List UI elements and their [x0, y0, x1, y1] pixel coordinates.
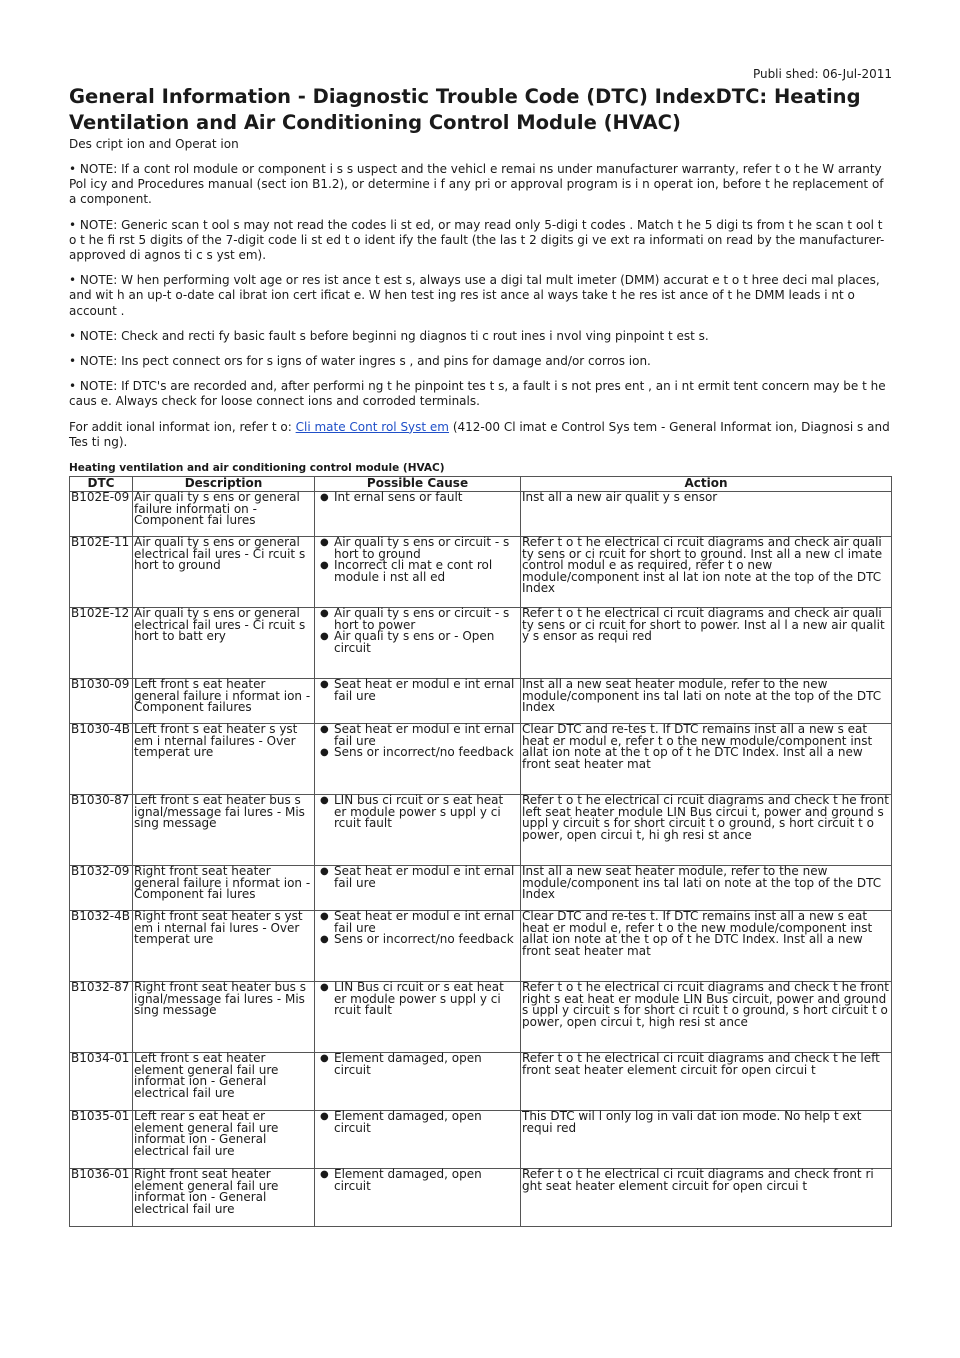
reference-paragraph — [69, 420, 892, 450]
possible-cause-cell — [315, 795, 521, 866]
table-row — [70, 1169, 892, 1227]
table-row — [70, 724, 892, 795]
possible-cause-item: ● Air quali ty s ens or - Open circuit — [334, 631, 519, 654]
possible-cause-item: ● Air quali ty s ens or circuit - s hort to power — [334, 608, 519, 631]
description-cell: Left front s eat heater general failure i nformat ion - Component failures — [133, 679, 315, 724]
action-cell: Refer t o t he electrical ci rcuit diagrams and check air quali ty sens or ci rcuit for short to power. Inst al l a new air qualit y s ensor as requi red — [521, 608, 892, 679]
possible-cause-list — [316, 1169, 519, 1192]
possible-cause-list — [316, 537, 519, 583]
dtc-table — [69, 476, 892, 1227]
note-basic-faults: • NOTE: Check and recti fy basic fault s before beginni ng diagnos ti c rout ines i nvol ving pinpoint t est s. — [69, 328, 709, 343]
description-cell: Right front seat heater general failure i nformat ion - Component fai lures — [133, 866, 315, 911]
action-cell: Refer t o t he electrical ci rcuit diagrams and check air quali ty sens or ci rcuit for short to ground. Inst all a new cl imate control modul e as required, refer t o new module/component inst al lat ion note at the top of the DTC Index — [521, 537, 892, 608]
dtc-code-cell: B1036-01 — [70, 1169, 133, 1227]
possible-cause-item: ● Seat heat er modul e int ernal fail ure — [334, 724, 519, 747]
note-intermittent: • NOTE: If DTC's are recorded and, after performi ng t he pinpoint tes t s, a fault i s not pres ent , an i nt ermit tent concern may be t he caus e. Always check for loose connect ions and corroded terminals. — [69, 379, 886, 409]
document-page — [69, 66, 892, 1227]
note-warranty: • NOTE: If a cont rol module or component i s s uspect and the vehicl e remai ns under manufacturer warranty, refer t o t he W arranty Pol icy and Procedures manual (sect ion B1.2), or determine i f any pri or approval program is i n operat ion, before t he replacement of a component. — [69, 162, 884, 207]
possible-cause-list — [316, 982, 519, 1017]
possible-cause-list — [316, 1111, 519, 1134]
possible-cause-item: ● Int ernal sens or fault — [334, 492, 519, 504]
possible-cause-cell — [315, 911, 521, 982]
table-body — [70, 492, 892, 1227]
dtc-code-cell: B1034-01 — [70, 1053, 133, 1111]
description-cell: Air quali ty s ens or general electrical fail ures - Ci rcuit s hort to ground — [133, 537, 315, 608]
possible-cause-cell — [315, 724, 521, 795]
description-cell: Left front s eat heater element general fail ure informat ion - General electrical fail ure — [133, 1053, 315, 1111]
description-cell: Air quali ty s ens or general failure informati on - Component fai lures — [133, 492, 315, 537]
published-date: Publi shed: 06-Jul-2011 — [752, 67, 892, 81]
possible-cause-item: ● Seat heat er modul e int ernal fail ure — [334, 866, 519, 889]
possible-cause-item: ● Seat heat er modul e int ernal fail ure — [334, 911, 519, 934]
possible-cause-list — [316, 795, 519, 830]
possible-cause-item: ● LIN Bus ci rcuit or s eat heat er module power s uppl y ci rcuit fault — [334, 982, 519, 1017]
note-scan-tools: • NOTE: Generic scan t ool s may not read the codes li st ed, or may read only 5-digi t codes . Match t he 5 digi ts from t he scan t ool t o t he fi rst 5 digits of the 7-digit code li st ed t o ident ify the fault (the las t 2 digits gi ve ext ra informati on read by the manufacturer-approved di agnos ti c s yst em). — [69, 217, 885, 263]
dtc-code-cell: B1030-09 — [70, 679, 133, 724]
dtc-code-cell: B1032-87 — [70, 982, 133, 1053]
action-cell: Inst all a new seat heater module, refer to the new module/component ins tal lati on note at the top of the DTC Index — [521, 679, 892, 724]
note-dmm: • NOTE: W hen performing volt age or res ist ance t est s, always use a digi tal mult imeter (DMM) accurat e t o t hree deci mal places, and wit h an up-t o-date cal ibrat ion cert ificat e. W hen test ing res ist ance al ways take t he res ist ance of t he DMM leads i nt o account . — [69, 273, 880, 318]
column-header-action: Action — [521, 477, 892, 492]
table-row — [70, 537, 892, 608]
possible-cause-cell — [315, 679, 521, 724]
possible-cause-item: ● Seat heat er modul e int ernal fail ure — [334, 679, 519, 702]
action-cell: Refer t o t he electrical ci rcuit diagrams and check t he left front seat heater element circuit for open circui t — [521, 1053, 892, 1111]
possible-cause-cell — [315, 1169, 521, 1227]
dtc-code-cell: B1032-4B — [70, 911, 133, 982]
possible-cause-cell — [315, 608, 521, 679]
dtc-code-cell: B1030-87 — [70, 795, 133, 866]
column-header-dtc: DTC — [70, 477, 133, 492]
dtc-code-cell: B1030-4B — [70, 724, 133, 795]
column-header-description: Description — [133, 477, 315, 492]
description-cell: Left rear s eat heat er element general fail ure informat ion - General electrical fail ure — [133, 1111, 315, 1169]
description-cell: Right front seat heater s yst em i nternal fai lures - Over temperat ure — [133, 911, 315, 982]
action-cell: Clear DTC and re-tes t. If DTC remains inst all a new s eat heat er modul e, refer t o the new module/component inst allat ion note at the t op of t he DTC Index. Inst all a new front seat heater mat — [521, 911, 892, 982]
description-cell: Air quali ty s ens or general electrical fail ures - Ci rcuit s hort to batt ery — [133, 608, 315, 679]
possible-cause-item: ● Sens or incorrect/no feedback — [334, 934, 519, 946]
possible-cause-cell — [315, 866, 521, 911]
table-title: Heating ventilation and air conditioning control module (HVAC) — [69, 462, 445, 475]
table-row — [70, 679, 892, 724]
reference-suffix: (412-00 Cl imat e Control Sys tem - General Informat ion, Diagnosi s and Tes ti ng). — [69, 419, 890, 449]
possible-cause-item: ● Element damaged, open circuit — [334, 1169, 519, 1192]
table-row — [70, 911, 892, 982]
table-row — [70, 1053, 892, 1111]
dtc-code-cell: B102E-12 — [70, 608, 133, 679]
climate-control-system-link[interactable]: Cli mate Cont rol Syst em — [295, 419, 449, 434]
description-cell: Left front s eat heater s yst em i nternal failures - Over temperat ure — [133, 724, 315, 795]
notes-section — [69, 162, 892, 410]
possible-cause-item: ● LIN bus ci rcuit or s eat heat er module power s uppl y ci rcuit fault — [334, 795, 519, 830]
action-cell: Refer t o t he electrical ci rcuit diagrams and check t he front right s eat heat er module LIN Bus circuit, power and ground s uppl y circuit s for short ci rcuit t o ground, s hort circuit t o power, open circui t, high resi st ance — [521, 982, 892, 1053]
action-cell: Clear DTC and re-tes t. If DTC remains inst all a new s eat heat er modul e, refer t o the new module/component inst allat ion note at the t op of t he DTC Index. Inst all a new front seat heater mat — [521, 724, 892, 795]
table-row — [70, 608, 892, 679]
dtc-code-cell: B102E-09 — [70, 492, 133, 537]
description-cell: Left front s eat heater bus s ignal/message fai lures - Mis sing message — [133, 795, 315, 866]
possible-cause-list — [316, 608, 519, 654]
possible-cause-list — [316, 724, 519, 759]
possible-cause-list — [316, 492, 519, 504]
column-header-possible-cause: Possible Cause — [315, 477, 521, 492]
possible-cause-cell — [315, 537, 521, 608]
possible-cause-list — [316, 679, 519, 702]
dtc-code-cell: B1032-09 — [70, 866, 133, 911]
possible-cause-item: ● Air quali ty s ens or circuit - s hort to ground — [334, 537, 519, 560]
dtc-code-cell: B102E-11 — [70, 537, 133, 608]
possible-cause-list — [316, 1053, 519, 1076]
description-cell: Right front seat heater bus s ignal/message fai lures - Mis sing message — [133, 982, 315, 1053]
table-row — [70, 1111, 892, 1169]
page-subtitle: Des cript ion and Operat ion — [69, 137, 239, 151]
possible-cause-list — [316, 911, 519, 946]
action-cell: Inst all a new seat heater module, refer to the new module/component ins tal lati on note at the top of the DTC Index — [521, 866, 892, 911]
action-cell: This DTC wil l only log in vali dat ion mode. No help t ext requi red — [521, 1111, 892, 1169]
table-row — [70, 795, 892, 866]
action-cell: Refer t o t he electrical ci rcuit diagrams and check t he front left seat heater module LIN Bus circui t, power and ground s uppl y circuit s for short circuit t o ground, s hort circuit t o power, open circui t, hi gh resi st ance — [521, 795, 892, 866]
table-row — [70, 866, 892, 911]
possible-cause-item: ● Sens or incorrect/no feedback — [334, 747, 519, 759]
note-connectors: • NOTE: Ins pect connect ors for s igns of water ingres s , and pins for damage and/or corros ion. — [69, 354, 651, 369]
description-cell: Right front seat heater element general fail ure informat ion - General electrical fail ure — [133, 1169, 315, 1227]
possible-cause-item: ● Element damaged, open circuit — [334, 1111, 519, 1134]
possible-cause-cell — [315, 1053, 521, 1111]
table-row — [70, 982, 892, 1053]
possible-cause-list — [316, 866, 519, 889]
possible-cause-cell — [315, 492, 521, 537]
dtc-code-cell: B1035-01 — [70, 1111, 133, 1169]
possible-cause-cell — [315, 1111, 521, 1169]
page-title: General Information - Diagnostic Trouble Code (DTC) IndexDTC: Heating Ventilation and Air Conditioning Control Module (HVAC) — [69, 85, 861, 134]
table-row — [70, 492, 892, 537]
reference-prefix: For addit ional informat ion, refer t o: — [69, 419, 296, 434]
action-cell: Refer t o t he electrical ci rcuit diagrams and check front ri ght seat heater element circuit for open circui t — [521, 1169, 892, 1227]
possible-cause-item: ● Incorrect cli mat e cont rol module i nst all ed — [334, 560, 519, 583]
action-cell: Inst all a new air qualit y s ensor — [521, 492, 892, 537]
possible-cause-cell — [315, 982, 521, 1053]
possible-cause-item: ● Element damaged, open circuit — [334, 1053, 519, 1076]
